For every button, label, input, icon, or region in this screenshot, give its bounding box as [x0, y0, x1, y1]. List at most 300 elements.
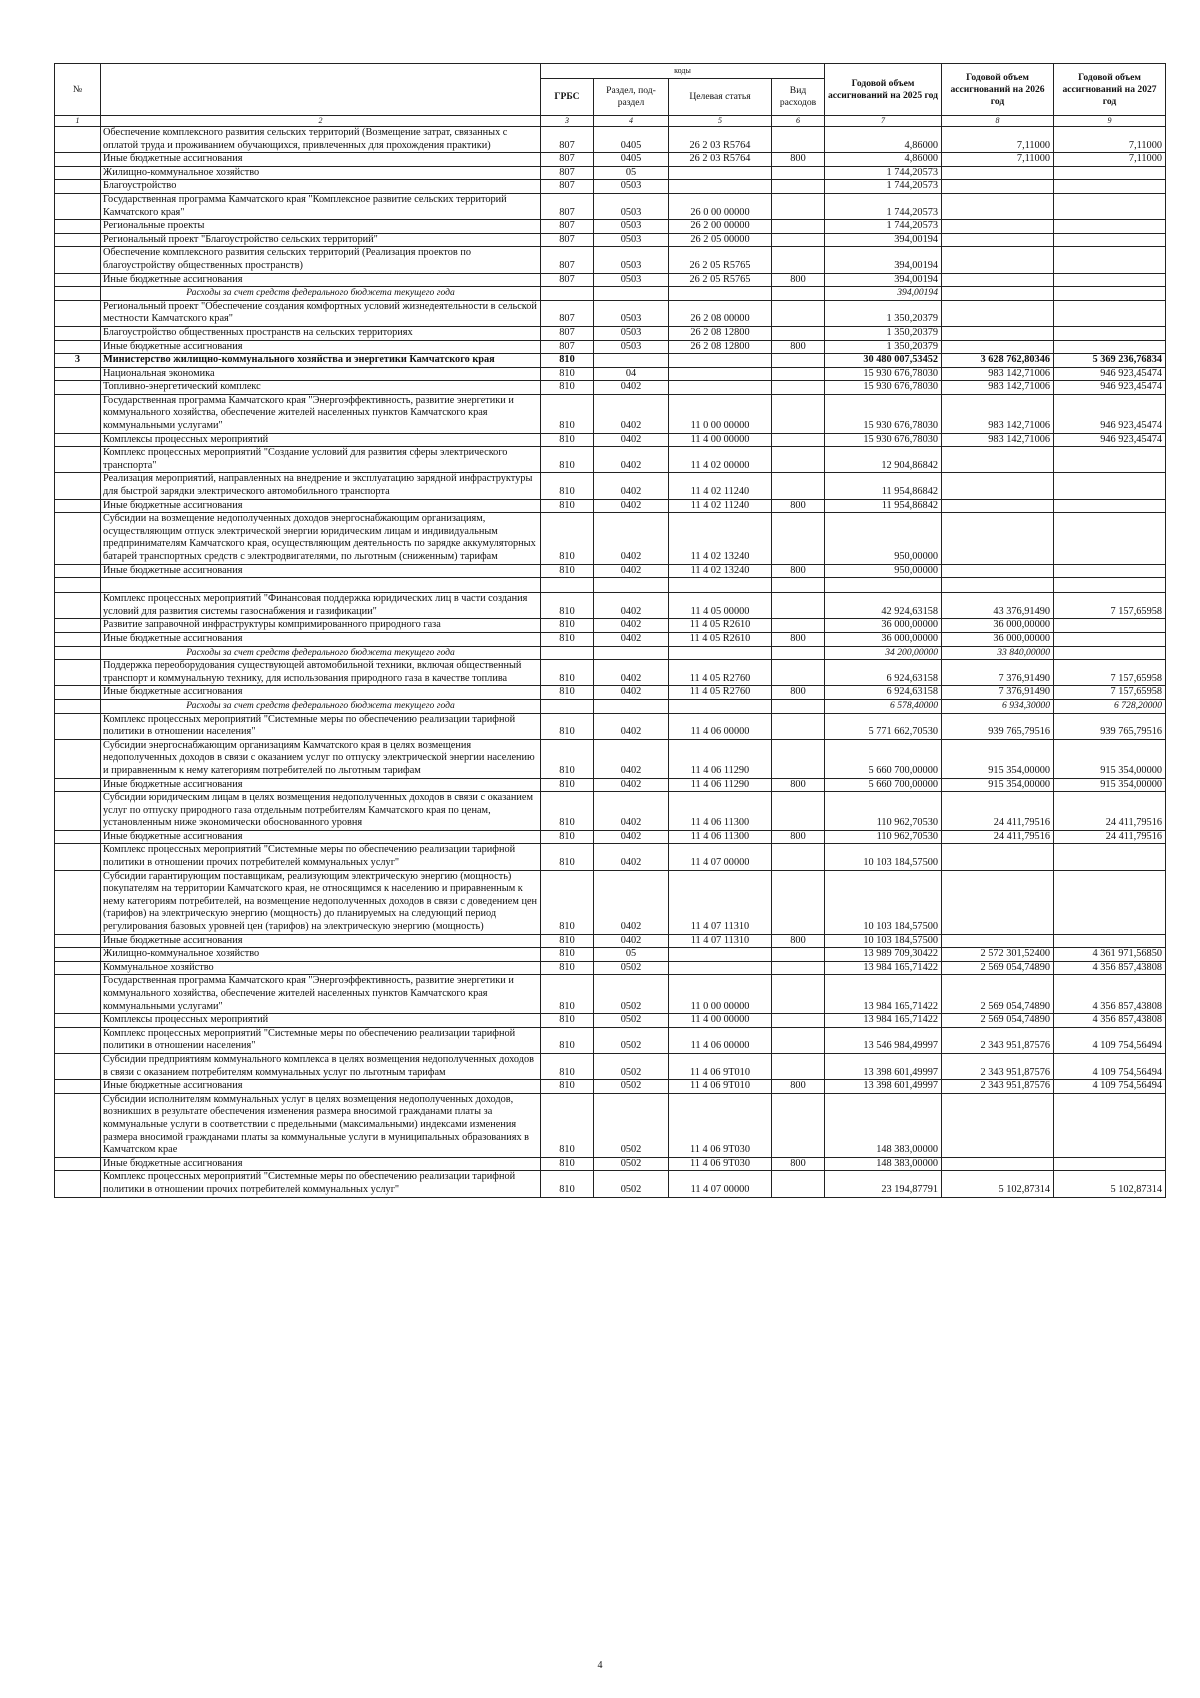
razdel-code: 0402 [594, 381, 669, 395]
grbs-code: 810 [541, 513, 594, 564]
grbs-code: 810 [541, 1053, 594, 1079]
target-item-code: 11 4 00 00000 [669, 433, 772, 447]
item-name: Поддержка переоборудования существующей автомобильной техники, включая общественный транспорт и коммунальную технику, для использования природного газа в качестве топлива [101, 660, 541, 686]
budget-row [55, 593, 1166, 619]
budget-row [55, 619, 1166, 633]
column-number: 8 [942, 116, 1054, 127]
amount-2025: 36 000,00000 [825, 632, 942, 646]
amount-2027 [1054, 870, 1166, 934]
amount-2025: 1 350,20379 [825, 326, 942, 340]
amount-2027: 915 354,00000 [1054, 778, 1166, 792]
expense-type-code: 800 [772, 340, 825, 354]
grbs-code: 810 [541, 1157, 594, 1171]
amount-2027 [1054, 273, 1166, 287]
razdel-code: 0402 [594, 433, 669, 447]
grbs-code: 810 [541, 1027, 594, 1053]
amount-2027: 5 102,87314 [1054, 1171, 1166, 1197]
amount-2027 [1054, 300, 1166, 326]
grbs-code: 810 [541, 713, 594, 739]
row-number-cell [55, 593, 101, 619]
item-name: Субсидии гарантирующим поставщикам, реализующим электрическую энергию (мощность) покупателям на территории Камчатского края, не относящимся к населению и приравненным к нему категориям потребителей, на возмещение недополученных доходов в связи с доведением цен (тарифов) на электрическую энергию (мощность) до планируемых на следующий период регулирования базовых уровней цен (тарифов) на электрическую энергию (мощность) [101, 870, 541, 934]
target-item-code: 11 4 06 9Т010 [669, 1053, 772, 1079]
target-item-code: 26 2 08 12800 [669, 340, 772, 354]
budget-row [55, 778, 1166, 792]
item-name: Субсидии исполнителям коммунальных услуг в целях возмещения недополученных доходов, возникших в результате обеспечения изменения размера вносимой гражданами платы за коммунальные услуги в соответствии с предельными (максимальными) индексами изменения размера вносимой гражданами платы за коммунальные услуги в муниципальных образованиях в Камчатском крае [101, 1093, 541, 1157]
budget-row [55, 180, 1166, 194]
empty-cell [772, 699, 825, 713]
item-name: Государственная программа Камчатского края "Комплексное развитие сельских территорий Камчатского края" [101, 193, 541, 219]
row-number-cell [55, 961, 101, 975]
budget-row [55, 844, 1166, 870]
budget-row [55, 499, 1166, 513]
amount-2026: 2 572 301,52400 [942, 948, 1054, 962]
razdel-code: 0402 [594, 686, 669, 700]
row-number-cell: 3 [55, 354, 101, 368]
row-number-cell [55, 127, 101, 153]
federal-funds-label: Расходы за счет средств федерального бюджета текущего года [101, 287, 541, 301]
budget-row [55, 153, 1166, 167]
amount-2027: 7 157,65958 [1054, 593, 1166, 619]
expense-type-code: 800 [772, 153, 825, 167]
amount-2026: 2 343 951,87576 [942, 1027, 1054, 1053]
amount-2025: 13 984 165,71422 [825, 1014, 942, 1028]
budget-row [55, 961, 1166, 975]
amount-2026 [942, 273, 1054, 287]
budget-row [55, 564, 1166, 578]
expense-type-code [772, 792, 825, 831]
target-item-code: 11 4 05 00000 [669, 593, 772, 619]
amount-2025: 394,00194 [825, 233, 942, 247]
row-number-cell [55, 499, 101, 513]
item-name: Обеспечение комплексного развития сельских территорий (Реализация проектов по благоустройству общественных пространств) [101, 247, 541, 273]
expense-type-code [772, 619, 825, 633]
expense-type-code [772, 233, 825, 247]
target-item-code: 26 2 08 12800 [669, 326, 772, 340]
amount-2026 [942, 447, 1054, 473]
column-number: 3 [541, 116, 594, 127]
target-item-code: 11 0 00 00000 [669, 394, 772, 433]
amount-2025: 13 984 165,71422 [825, 975, 942, 1014]
amount-2026: 33 840,00000 [942, 646, 1054, 660]
amount-2027: 4 356 857,43808 [1054, 975, 1166, 1014]
amount-2027 [1054, 646, 1166, 660]
item-name: Комплексы процессных мероприятий [101, 1014, 541, 1028]
header-vid: Вид расходов [772, 79, 825, 116]
razdel-code: 0502 [594, 1014, 669, 1028]
expense-type-code: 800 [772, 686, 825, 700]
federal-funds-label: Расходы за счет средств федерального бюджета текущего года [101, 646, 541, 660]
amount-2026: 915 354,00000 [942, 778, 1054, 792]
expense-type-code [772, 193, 825, 219]
budget-row [55, 433, 1166, 447]
budget-row [55, 1053, 1166, 1079]
grbs-code: 810 [541, 686, 594, 700]
expense-type-code [772, 713, 825, 739]
amount-2025: 148 383,00000 [825, 1093, 942, 1157]
grbs-code: 807 [541, 220, 594, 234]
row-number-cell [55, 844, 101, 870]
expense-type-code [772, 660, 825, 686]
budget-row [55, 193, 1166, 219]
amount-2026: 43 376,91490 [942, 593, 1054, 619]
column-number: 6 [772, 116, 825, 127]
amount-2025: 15 930 676,78030 [825, 394, 942, 433]
grbs-code: 807 [541, 300, 594, 326]
budget-row [55, 340, 1166, 354]
empty-cell [1054, 578, 1166, 593]
row-number-cell [55, 220, 101, 234]
empty-cell [594, 287, 669, 301]
expense-type-code: 800 [772, 632, 825, 646]
grbs-code: 810 [541, 830, 594, 844]
target-item-code [669, 381, 772, 395]
amount-2025: 10 103 184,57500 [825, 934, 942, 948]
empty-cell [942, 578, 1054, 593]
expense-type-code [772, 844, 825, 870]
razdel-code: 0503 [594, 300, 669, 326]
amount-2026: 6 934,30000 [942, 699, 1054, 713]
grbs-code: 807 [541, 233, 594, 247]
target-item-code: 11 4 06 9Т030 [669, 1093, 772, 1157]
amount-2027 [1054, 447, 1166, 473]
empty-cell [541, 646, 594, 660]
expense-type-code: 800 [772, 830, 825, 844]
expense-type-code [772, 870, 825, 934]
item-name: Иные бюджетные ассигнования [101, 1157, 541, 1171]
empty-cell [772, 646, 825, 660]
amount-2025: 30 480 007,53452 [825, 354, 942, 368]
header-celevaya: Целевая статья [669, 79, 772, 116]
expense-type-code [772, 180, 825, 194]
expense-type-code [772, 247, 825, 273]
row-number-cell [55, 564, 101, 578]
amount-2025: 4,86000 [825, 153, 942, 167]
razdel-code: 0402 [594, 447, 669, 473]
grbs-code: 810 [541, 961, 594, 975]
federal-funds-row [55, 287, 1166, 301]
row-number-cell [55, 646, 101, 660]
amount-2026 [942, 513, 1054, 564]
amount-2027 [1054, 166, 1166, 180]
amount-2025: 394,00194 [825, 273, 942, 287]
grbs-code: 810 [541, 473, 594, 499]
target-item-code: 26 2 05 00000 [669, 233, 772, 247]
razdel-code: 0503 [594, 193, 669, 219]
expense-type-code [772, 220, 825, 234]
razdel-code: 0402 [594, 593, 669, 619]
expense-type-code: 800 [772, 1080, 825, 1094]
grbs-code: 807 [541, 166, 594, 180]
amount-2025: 13 398 601,49997 [825, 1080, 942, 1094]
target-item-code: 11 4 02 11240 [669, 473, 772, 499]
expense-type-code: 800 [772, 564, 825, 578]
expense-type-code [772, 473, 825, 499]
budget-row [55, 713, 1166, 739]
amount-2025: 5 771 662,70530 [825, 713, 942, 739]
item-name: Комплекс процессных мероприятий "Системные меры по обеспечению реализации тарифной политики в отношении населения" [101, 713, 541, 739]
razdel-code: 0503 [594, 233, 669, 247]
row-number-cell [55, 1014, 101, 1028]
amount-2025: 13 989 709,30422 [825, 948, 942, 962]
item-name: Иные бюджетные ассигнования [101, 273, 541, 287]
grbs-code: 810 [541, 564, 594, 578]
amount-2026 [942, 287, 1054, 301]
amount-2027: 5 369 236,76834 [1054, 354, 1166, 368]
empty-cell [541, 578, 594, 593]
amount-2027 [1054, 1093, 1166, 1157]
amount-2027: 24 411,79516 [1054, 830, 1166, 844]
item-name: Иные бюджетные ассигнования [101, 632, 541, 646]
column-number: 1 [55, 116, 101, 127]
federal-funds-row [55, 699, 1166, 713]
budget-row [55, 739, 1166, 778]
row-number-cell [55, 830, 101, 844]
budget-row [55, 632, 1166, 646]
amount-2025: 1 744,20573 [825, 180, 942, 194]
target-item-code: 11 4 02 11240 [669, 499, 772, 513]
budget-row [55, 1157, 1166, 1171]
empty-cell [594, 578, 669, 593]
amount-2026 [942, 340, 1054, 354]
amount-2025: 13 546 984,49997 [825, 1027, 942, 1053]
empty-cell [669, 699, 772, 713]
amount-2025: 11 954,86842 [825, 473, 942, 499]
expense-type-code [772, 394, 825, 433]
amount-2027: 4 109 754,56494 [1054, 1053, 1166, 1079]
amount-2027: 7 157,65958 [1054, 686, 1166, 700]
amount-2027: 7,11000 [1054, 153, 1166, 167]
row-number-cell [55, 326, 101, 340]
razdel-code: 0503 [594, 326, 669, 340]
grbs-code: 810 [541, 632, 594, 646]
expense-type-code [772, 354, 825, 368]
amount-2025: 1 744,20573 [825, 193, 942, 219]
expense-type-code [772, 975, 825, 1014]
ministry-row [55, 354, 1166, 368]
razdel-code: 04 [594, 367, 669, 381]
expense-type-code [772, 1027, 825, 1053]
budget-row [55, 273, 1166, 287]
amount-2026: 36 000,00000 [942, 632, 1054, 646]
item-name: Иные бюджетные ассигнования [101, 830, 541, 844]
target-item-code: 11 4 05 R2760 [669, 686, 772, 700]
grbs-code: 810 [541, 1080, 594, 1094]
row-number-cell [55, 934, 101, 948]
amount-2026: 2 569 054,74890 [942, 975, 1054, 1014]
expense-type-code [772, 127, 825, 153]
budget-row [55, 1171, 1166, 1197]
row-number-cell [55, 166, 101, 180]
amount-2027: 7,11000 [1054, 127, 1166, 153]
grbs-code: 807 [541, 247, 594, 273]
razdel-code: 0402 [594, 713, 669, 739]
target-item-code: 26 2 03 R5764 [669, 153, 772, 167]
razdel-code: 0502 [594, 1157, 669, 1171]
amount-2025: 5 660 700,00000 [825, 778, 942, 792]
amount-2025: 12 904,86842 [825, 447, 942, 473]
item-name: Благоустройство [101, 180, 541, 194]
grbs-code: 810 [541, 381, 594, 395]
budget-row [55, 792, 1166, 831]
amount-2025: 394,00194 [825, 287, 942, 301]
amount-2027 [1054, 193, 1166, 219]
row-number-cell [55, 1053, 101, 1079]
row-number-cell [55, 686, 101, 700]
target-item-code [669, 367, 772, 381]
amount-2025: 950,00000 [825, 513, 942, 564]
item-name: Комплекс процессных мероприятий "Системные меры по обеспечению реализации тарифной политики в отношении прочих потребителей коммунальных услуг" [101, 844, 541, 870]
row-number-cell [55, 1157, 101, 1171]
razdel-code: 0405 [594, 153, 669, 167]
item-name: Региональный проект "Благоустройство сельских территорий" [101, 233, 541, 247]
grbs-code: 810 [541, 1014, 594, 1028]
amount-2025: 6 924,63158 [825, 686, 942, 700]
item-name: Комплекс процессных мероприятий "Создание условий для развития сферы электрического транспорта" [101, 447, 541, 473]
empty-cell [669, 578, 772, 593]
header-name [101, 64, 541, 116]
target-item-code: 11 4 06 11290 [669, 739, 772, 778]
amount-2026 [942, 233, 1054, 247]
amount-2027 [1054, 287, 1166, 301]
target-item-code: 26 0 00 00000 [669, 193, 772, 219]
item-name: Иные бюджетные ассигнования [101, 564, 541, 578]
amount-2027 [1054, 499, 1166, 513]
amount-2027 [1054, 326, 1166, 340]
item-name: Благоустройство общественных пространств на сельских территориях [101, 326, 541, 340]
item-name: Государственная программа Камчатского края "Энергоэффективность, развитие энергетики и коммунального хозяйства, обеспечение жителей населенных пунктов Камчатского края коммунальными услугами" [101, 975, 541, 1014]
amount-2025: 10 103 184,57500 [825, 844, 942, 870]
amount-2027: 946 923,45474 [1054, 381, 1166, 395]
header-2025: Годовой объем ассигнований на 2025 год [825, 64, 942, 116]
grbs-code: 810 [541, 660, 594, 686]
razdel-code: 0503 [594, 220, 669, 234]
amount-2025: 36 000,00000 [825, 619, 942, 633]
item-name: Иные бюджетные ассигнования [101, 686, 541, 700]
amount-2026 [942, 499, 1054, 513]
amount-2027 [1054, 844, 1166, 870]
row-number-cell [55, 513, 101, 564]
header-no: № [55, 64, 101, 116]
amount-2026: 2 569 054,74890 [942, 1014, 1054, 1028]
expense-type-code [772, 1014, 825, 1028]
row-number-cell [55, 300, 101, 326]
expense-type-code: 800 [772, 934, 825, 948]
target-item-code: 11 4 06 00000 [669, 1027, 772, 1053]
item-name: Комплексы процессных мероприятий [101, 433, 541, 447]
row-number-cell [55, 619, 101, 633]
item-name: Министерство жилищно-коммунального хозяйства и энергетики Камчатского края [101, 354, 541, 368]
amount-2026: 983 142,71006 [942, 433, 1054, 447]
empty-cell [772, 578, 825, 593]
item-name: Обеспечение комплексного развития сельских территорий (Возмещение затрат, связанных с оплатой труда и проживанием обучающихся, привлеченных для прохождения практики) [101, 127, 541, 153]
expense-type-code [772, 1171, 825, 1197]
amount-2026 [942, 247, 1054, 273]
target-item-code: 26 2 05 R5765 [669, 247, 772, 273]
amount-2027: 946 923,45474 [1054, 394, 1166, 433]
item-name: Иные бюджетные ассигнования [101, 499, 541, 513]
amount-2026: 915 354,00000 [942, 739, 1054, 778]
empty-cell [669, 287, 772, 301]
item-name: Национальная экономика [101, 367, 541, 381]
column-number: 7 [825, 116, 942, 127]
amount-2025: 11 954,86842 [825, 499, 942, 513]
expense-type-code [772, 433, 825, 447]
amount-2026: 7,11000 [942, 127, 1054, 153]
budget-table-sheet [54, 63, 1165, 1198]
target-item-code: 11 4 06 11300 [669, 830, 772, 844]
item-name: Субсидии на возмещение недополученных доходов энергоснабжающим организациям, осуществляющим отпуск электрической энергии юридическим лицам и индивидуальным предпринимателям Камчатского края, осуществляющим деятельность по зарядке аккумуляторных батарей транспортных средств с электродвигателями, по льготным (сниженным) тарифам [101, 513, 541, 564]
grbs-code: 810 [541, 593, 594, 619]
grbs-code: 807 [541, 127, 594, 153]
row-number-cell [55, 447, 101, 473]
razdel-code: 0405 [594, 127, 669, 153]
target-item-code: 11 4 06 00000 [669, 713, 772, 739]
item-name: Субсидии энергоснабжающим организациям Камчатского края в целях возмещения недополученных доходов в связи с оказанием услуг по отпуску электрической энергии населению и приравненным к нему категориям потребителей по льготным тарифам [101, 739, 541, 778]
budget-row [55, 473, 1166, 499]
amount-2025: 15 930 676,78030 [825, 381, 942, 395]
budget-row [55, 326, 1166, 340]
row-number-cell [55, 394, 101, 433]
amount-2027 [1054, 632, 1166, 646]
amount-2026 [942, 1157, 1054, 1171]
expense-type-code: 800 [772, 1157, 825, 1171]
amount-2025: 15 930 676,78030 [825, 433, 942, 447]
amount-2027 [1054, 473, 1166, 499]
header-grbs: ГРБС [541, 79, 594, 116]
target-item-code: 26 2 03 R5764 [669, 127, 772, 153]
amount-2026: 7 376,91490 [942, 686, 1054, 700]
header-2027: Годовой объем ассигнований на 2027 год [1054, 64, 1166, 116]
budget-row [55, 367, 1166, 381]
amount-2026 [942, 180, 1054, 194]
row-number-cell [55, 713, 101, 739]
razdel-code: 0503 [594, 247, 669, 273]
grbs-code: 810 [541, 499, 594, 513]
item-name: Региональные проекты [101, 220, 541, 234]
razdel-code: 0503 [594, 340, 669, 354]
budget-row [55, 394, 1166, 433]
expense-type-code [772, 593, 825, 619]
target-item-code: 26 2 05 R5765 [669, 273, 772, 287]
grbs-code: 810 [541, 433, 594, 447]
header-codes: коды [541, 64, 825, 79]
grbs-code: 810 [541, 778, 594, 792]
target-item-code [669, 961, 772, 975]
amount-2026 [942, 326, 1054, 340]
amount-2026 [942, 166, 1054, 180]
budget-row [55, 220, 1166, 234]
target-item-code: 11 4 07 00000 [669, 844, 772, 870]
target-item-code: 11 4 06 11290 [669, 778, 772, 792]
amount-2027: 4 361 971,56850 [1054, 948, 1166, 962]
amount-2027 [1054, 513, 1166, 564]
razdel-code: 0503 [594, 180, 669, 194]
column-number: 5 [669, 116, 772, 127]
empty-cell [101, 578, 541, 593]
amount-2025: 42 924,63158 [825, 593, 942, 619]
spacer-row [55, 578, 1166, 593]
budget-row [55, 660, 1166, 686]
amount-2027 [1054, 180, 1166, 194]
row-number-cell [55, 287, 101, 301]
budget-row [55, 513, 1166, 564]
row-number-cell [55, 247, 101, 273]
item-name: Коммунальное хозяйство [101, 961, 541, 975]
target-item-code: 11 4 07 11310 [669, 870, 772, 934]
expense-type-code: 800 [772, 499, 825, 513]
budget-row [55, 1027, 1166, 1053]
target-item-code [669, 948, 772, 962]
